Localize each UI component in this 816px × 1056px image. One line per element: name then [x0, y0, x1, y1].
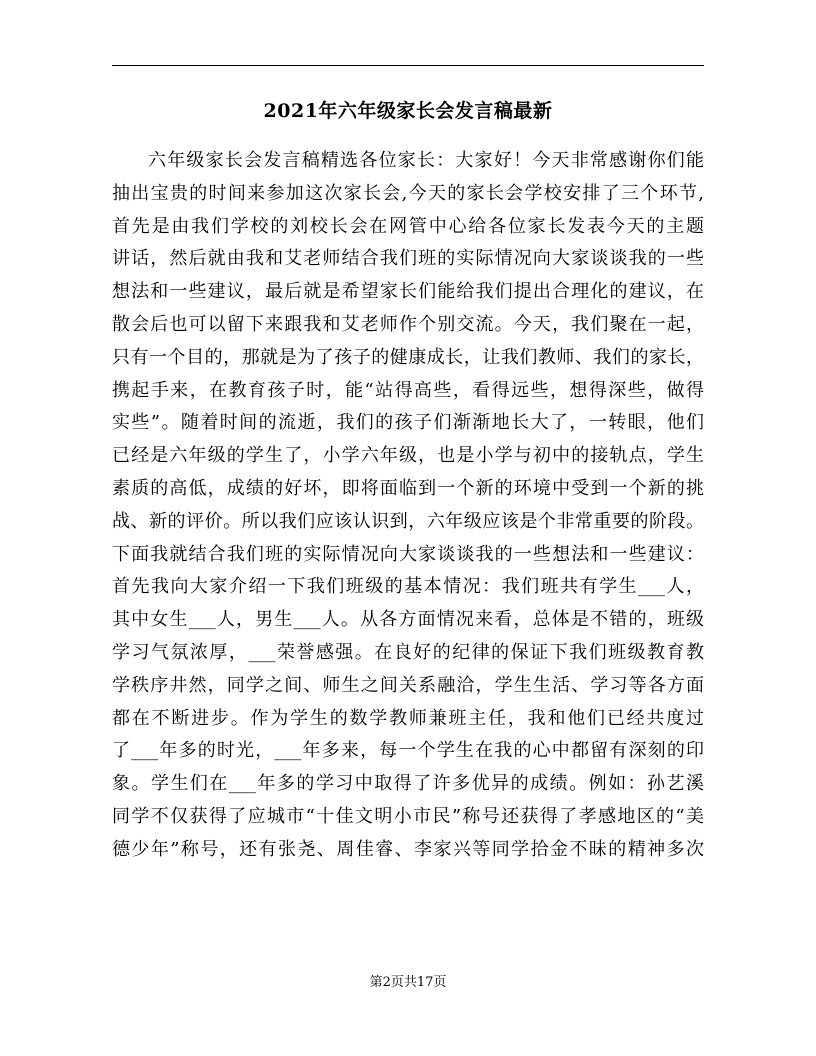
text-line: 学秩序井然，同学之间、师生之间关系融洽，学生生活、学习等各方面: [112, 674, 704, 696]
text-line: 讲话，然后就由我和艾老师结合我们班的实际情况向大家谈谈我的一些: [112, 248, 704, 270]
text-line: 只有一个目的，那就是为了孩子的健康成长，让我们教师、我们的家长，: [112, 346, 704, 368]
text-line: 首先我向大家介绍一下我们班级的基本情况：我们班共有学生___人，: [112, 576, 704, 598]
text-line: 想法和一些建议，最后就是希望家长们能给我们提出合理化的建议，在: [112, 281, 704, 303]
text-line: 下面我就结合我们班的实际情况向大家谈谈我的一些想法和一些建议：: [112, 543, 704, 565]
text-line: 素质的高低，成绩的好坏，即将面临到一个新的环境中受到一个新的挑: [112, 477, 704, 499]
text-line: 携起手来，在教育孩子时，能“站得高些，看得远些，想得深些，做得: [112, 379, 704, 401]
page-number: 第2页共17页: [369, 975, 447, 990]
page-title: 2021年六年级家长会发言稿最新: [263, 100, 553, 122]
text-line: 同学不仅获得了应城市“十佳文明小市民”称号还获得了孝感地区的“美: [112, 805, 704, 827]
text-line: 战、新的评价。所以我们应该认识到，六年级应该是个非常重要的阶段。: [112, 510, 704, 532]
text-line: 抽出宝贵的时间来参加这次家长会,今天的家长会学校安排了三个环节,: [112, 182, 704, 204]
text-line: 首先是由我们学校的刘校长会在网管中心给各位家长发表今天的主题: [112, 215, 704, 237]
text-line: 其中女生___人，男生___人。从各方面情况来看，总体是不错的，班级: [112, 609, 704, 631]
body-paragraph: [112, 145, 704, 867]
header-rule: [112, 65, 704, 66]
text-line: 已经是六年级的学生了，小学六年级，也是小学与初中的接轨点，学生: [112, 445, 704, 467]
text-line: 实些”。随着时间的流逝，我们的孩子们渐渐地长大了，一转眼，他们: [112, 412, 704, 434]
text-line: 六年级家长会发言稿精选各位家长：大家好！今天非常感谢你们能: [148, 150, 704, 171]
text-line: 学习气氛浓厚，___荣誉感强。在良好的纪律的保证下我们班级教育教: [112, 641, 704, 663]
text-line: 了___年多的时光，___年多来，每一个学生在我的心中都留有深刻的印: [112, 740, 704, 762]
text-line: 都在不断进步。作为学生的数学教师兼班主任，我和他们已经共度过: [112, 707, 704, 729]
text-line: 散会后也可以留下来跟我和艾老师作个别交流。今天，我们聚在一起，: [112, 313, 704, 335]
text-line: 德少年”称号，还有张尧、周佳睿、李家兴等同学拾金不昧的精神多次: [112, 838, 704, 860]
text-line: 象。学生们在___年多的学习中取得了许多优异的成绩。例如：孙艺溪: [112, 773, 704, 795]
